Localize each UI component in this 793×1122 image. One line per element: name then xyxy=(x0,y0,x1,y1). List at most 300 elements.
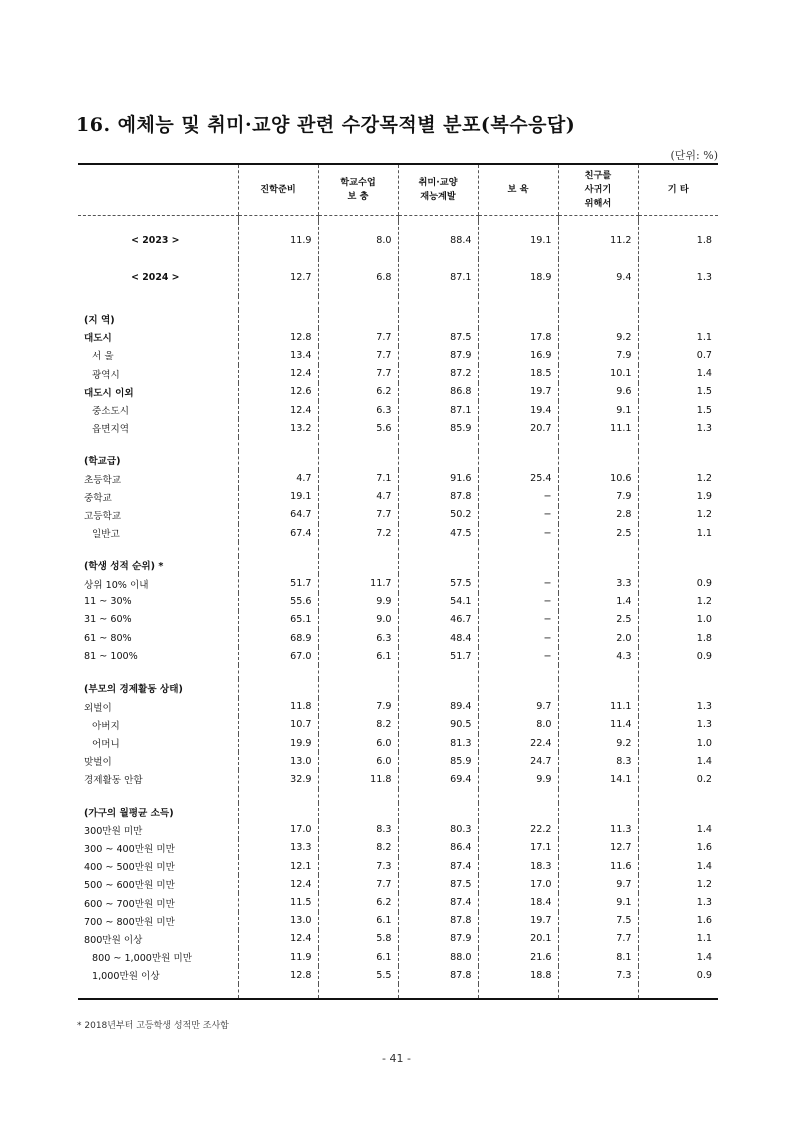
value-cell: 1.3 xyxy=(638,259,718,296)
value-cell: 7.7 xyxy=(558,930,638,948)
value-cell: 50.2 xyxy=(398,506,478,524)
value-cell: 6.3 xyxy=(318,629,398,647)
spacer-cell xyxy=(318,984,398,999)
spacer-cell xyxy=(238,296,318,310)
value-cell: 11.8 xyxy=(318,770,398,788)
value-cell xyxy=(558,679,638,697)
spacer-cell xyxy=(638,296,718,310)
value-cell: − xyxy=(478,506,558,524)
value-cell: 12.6 xyxy=(238,383,318,401)
value-cell: 8.2 xyxy=(318,716,398,734)
value-cell xyxy=(478,451,558,469)
spacer-cell xyxy=(318,789,398,803)
value-cell: 21.6 xyxy=(478,948,558,966)
value-cell xyxy=(318,451,398,469)
value-cell: 6.0 xyxy=(318,752,398,770)
value-cell: 6.1 xyxy=(318,912,398,930)
row-label: 아버지 xyxy=(92,720,120,732)
section-row xyxy=(78,451,718,469)
value-cell: 18.3 xyxy=(478,857,558,875)
column-header-line: 사귀기 xyxy=(584,184,612,195)
value-cell: 91.6 xyxy=(398,470,478,488)
value-cell: 6.0 xyxy=(318,734,398,752)
value-cell: 12.8 xyxy=(238,966,318,984)
spacer-cell xyxy=(638,437,718,451)
value-cell: 1.3 xyxy=(638,419,718,437)
value-cell: 11.4 xyxy=(558,716,638,734)
value-cell: 1.5 xyxy=(638,383,718,401)
value-cell: 22.2 xyxy=(478,821,558,839)
spacer-cell xyxy=(78,296,238,310)
row-label: 300 ~ 400만원 미만 xyxy=(84,843,175,855)
value-cell: 13.0 xyxy=(238,912,318,930)
row-label: 상위 10% 이내 xyxy=(84,579,149,591)
value-cell: 1.1 xyxy=(638,524,718,542)
value-cell: 20.7 xyxy=(478,419,558,437)
value-cell xyxy=(478,803,558,821)
value-cell: 10.1 xyxy=(558,365,638,383)
value-cell xyxy=(478,310,558,328)
value-cell: 1.4 xyxy=(638,948,718,966)
value-cell: 11.9 xyxy=(238,222,318,259)
spacer-cell xyxy=(318,296,398,310)
table-row xyxy=(78,524,718,542)
value-cell: 6.1 xyxy=(318,647,398,665)
value-cell: 1.8 xyxy=(638,629,718,647)
value-cell: 0.2 xyxy=(638,770,718,788)
table-row xyxy=(78,470,718,488)
value-cell xyxy=(318,679,398,697)
spacer-cell xyxy=(238,542,318,556)
table-row xyxy=(78,611,718,629)
table-row xyxy=(78,893,718,911)
value-cell: 7.3 xyxy=(318,857,398,875)
value-cell: − xyxy=(478,611,558,629)
spacer-cell xyxy=(318,665,398,679)
table-row xyxy=(78,948,718,966)
value-cell: 86.4 xyxy=(398,839,478,857)
value-cell: 88.4 xyxy=(398,222,478,259)
row-label: 31 ~ 60% xyxy=(84,614,132,626)
value-cell: 9.2 xyxy=(558,734,638,752)
row-label: 800 ~ 1,000만원 미만 xyxy=(92,953,193,965)
value-cell: 4.7 xyxy=(318,488,398,506)
value-cell: 12.4 xyxy=(238,365,318,383)
value-cell: 87.1 xyxy=(398,401,478,419)
value-cell: − xyxy=(478,593,558,611)
value-cell xyxy=(398,451,478,469)
value-cell: 1.2 xyxy=(638,470,718,488)
row-label: 중소도시 xyxy=(92,406,130,418)
row-label: 일반고 xyxy=(92,529,120,541)
row-label: 대도시 이외 xyxy=(84,387,134,399)
value-cell: 87.5 xyxy=(398,328,478,346)
spacer-row xyxy=(78,296,718,310)
value-cell xyxy=(478,679,558,697)
value-cell: 1.8 xyxy=(638,222,718,259)
column-header xyxy=(318,164,398,216)
row-label: 1,000만원 이상 xyxy=(92,971,160,983)
value-cell: 7.5 xyxy=(558,912,638,930)
table-row xyxy=(78,346,718,364)
value-cell: 87.5 xyxy=(398,875,478,893)
value-cell: 11.3 xyxy=(558,821,638,839)
column-header xyxy=(638,164,718,216)
value-cell: 13.3 xyxy=(238,839,318,857)
row-label: (부모의 경제활동 상태) xyxy=(84,684,183,696)
row-label: 800만원 이상 xyxy=(84,934,143,946)
table-row xyxy=(78,488,718,506)
value-cell: 18.4 xyxy=(478,893,558,911)
section-row xyxy=(78,679,718,697)
row-label: 700 ~ 800만원 미만 xyxy=(84,916,175,928)
spacer-row xyxy=(78,665,718,679)
value-cell: 12.7 xyxy=(238,259,318,296)
value-cell: 7.7 xyxy=(318,875,398,893)
value-cell: 1.4 xyxy=(638,365,718,383)
value-cell xyxy=(638,451,718,469)
value-cell: 24.7 xyxy=(478,752,558,770)
value-cell: 5.8 xyxy=(318,930,398,948)
row-label: 400 ~ 500만원 미만 xyxy=(84,862,175,874)
spacer-cell xyxy=(558,984,638,999)
spacer-cell xyxy=(478,296,558,310)
table-row xyxy=(78,419,718,437)
value-cell: 85.9 xyxy=(398,752,478,770)
value-cell: 9.0 xyxy=(318,611,398,629)
value-cell: 6.8 xyxy=(318,259,398,296)
value-cell: 1.0 xyxy=(638,734,718,752)
spacer-cell xyxy=(238,437,318,451)
value-cell: 6.2 xyxy=(318,893,398,911)
spacer-row xyxy=(78,542,718,556)
value-cell: 7.2 xyxy=(318,524,398,542)
column-header xyxy=(238,164,318,216)
value-cell: 5.6 xyxy=(318,419,398,437)
value-cell: 46.7 xyxy=(398,611,478,629)
value-cell: 8.0 xyxy=(478,716,558,734)
value-cell: 9.4 xyxy=(558,259,638,296)
value-cell: 7.7 xyxy=(318,365,398,383)
value-cell xyxy=(398,310,478,328)
column-header-line: 재능계발 xyxy=(420,191,456,202)
section-row xyxy=(78,310,718,328)
year-row xyxy=(78,259,718,296)
value-cell: 1.3 xyxy=(638,893,718,911)
table-row xyxy=(78,770,718,788)
page-title: 16. 예체능 및 취미·교양 관련 수강목적별 분포(복수응답) xyxy=(76,114,576,136)
value-cell: 11.8 xyxy=(238,698,318,716)
value-cell: 1.4 xyxy=(558,593,638,611)
column-header xyxy=(478,164,558,216)
column-header-line: 취미·교양 xyxy=(418,177,458,188)
value-cell: 1.4 xyxy=(638,857,718,875)
value-cell: 20.1 xyxy=(478,930,558,948)
row-label: (가구의 월평균 소득) xyxy=(84,807,174,819)
value-cell: 87.8 xyxy=(398,966,478,984)
value-cell: 68.9 xyxy=(238,629,318,647)
value-cell: 12.4 xyxy=(238,875,318,893)
value-cell: 65.1 xyxy=(238,611,318,629)
row-label: (지 역) xyxy=(84,315,115,327)
value-cell: 1.5 xyxy=(638,401,718,419)
spacer-cell xyxy=(318,542,398,556)
value-cell: 90.5 xyxy=(398,716,478,734)
value-cell: 1.3 xyxy=(638,716,718,734)
spacer-cell xyxy=(638,542,718,556)
value-cell: 81.3 xyxy=(398,734,478,752)
row-label: 600 ~ 700만원 미만 xyxy=(84,898,175,910)
column-header-line: 위해서 xyxy=(584,198,612,209)
spacer-cell xyxy=(638,665,718,679)
table-row xyxy=(78,401,718,419)
row-label: 대도시 xyxy=(84,333,112,345)
row-label: (학교급) xyxy=(84,456,121,468)
spacer-cell xyxy=(478,789,558,803)
value-cell: 9.1 xyxy=(558,401,638,419)
value-cell: 1.1 xyxy=(638,328,718,346)
value-cell: 1.1 xyxy=(638,930,718,948)
table-header-row xyxy=(78,164,718,216)
value-cell: 9.7 xyxy=(478,698,558,716)
value-cell: 5.5 xyxy=(318,966,398,984)
spacer-cell xyxy=(78,984,238,999)
section-row xyxy=(78,803,718,821)
value-cell: 13.0 xyxy=(238,752,318,770)
table-row xyxy=(78,930,718,948)
value-cell: 9.2 xyxy=(558,328,638,346)
spacer-cell xyxy=(78,542,238,556)
value-cell: 55.6 xyxy=(238,593,318,611)
value-cell: 0.9 xyxy=(638,647,718,665)
value-cell: 1.4 xyxy=(638,821,718,839)
value-cell: 6.1 xyxy=(318,948,398,966)
value-cell xyxy=(318,556,398,574)
value-cell xyxy=(558,803,638,821)
value-cell: 11.7 xyxy=(318,574,398,592)
value-cell xyxy=(558,451,638,469)
table-row xyxy=(78,647,718,665)
spacer-row xyxy=(78,789,718,803)
value-cell: 87.2 xyxy=(398,365,478,383)
value-cell: 87.1 xyxy=(398,259,478,296)
value-cell: 8.3 xyxy=(318,821,398,839)
value-cell: 9.9 xyxy=(478,770,558,788)
row-label: 고등학교 xyxy=(84,510,122,522)
table-row xyxy=(78,506,718,524)
value-cell: 7.1 xyxy=(318,470,398,488)
spacer-cell xyxy=(398,437,478,451)
row-label: 81 ~ 100% xyxy=(84,650,138,662)
header-blank xyxy=(78,164,238,216)
value-cell xyxy=(238,556,318,574)
table-row xyxy=(78,839,718,857)
value-cell: 0.9 xyxy=(638,966,718,984)
value-cell: 12.1 xyxy=(238,857,318,875)
value-cell: 12.4 xyxy=(238,930,318,948)
value-cell: 86.8 xyxy=(398,383,478,401)
value-cell: 0.7 xyxy=(638,346,718,364)
value-cell: 7.3 xyxy=(558,966,638,984)
value-cell: 12.7 xyxy=(558,839,638,857)
value-cell: 87.9 xyxy=(398,346,478,364)
year-row xyxy=(78,222,718,259)
value-cell xyxy=(478,556,558,574)
page-number: - 41 - xyxy=(382,1052,411,1065)
value-cell: 2.5 xyxy=(558,611,638,629)
value-cell: 7.7 xyxy=(318,506,398,524)
value-cell: 7.9 xyxy=(558,346,638,364)
table-row xyxy=(78,716,718,734)
value-cell xyxy=(398,803,478,821)
value-cell: 54.1 xyxy=(398,593,478,611)
section-row xyxy=(78,328,718,346)
value-cell: 1.9 xyxy=(638,488,718,506)
row-label: 300만원 미만 xyxy=(84,825,143,837)
value-cell: 19.4 xyxy=(478,401,558,419)
table-row xyxy=(78,857,718,875)
value-cell: 19.1 xyxy=(238,488,318,506)
row-label: 중학교 xyxy=(84,492,112,504)
value-cell: 69.4 xyxy=(398,770,478,788)
value-cell: 67.4 xyxy=(238,524,318,542)
value-cell: 1.2 xyxy=(638,506,718,524)
spacer-cell xyxy=(238,789,318,803)
value-cell: 7.7 xyxy=(318,328,398,346)
value-cell: 1.4 xyxy=(638,752,718,770)
value-cell: 22.4 xyxy=(478,734,558,752)
row-label: 외벌이 xyxy=(84,702,112,714)
row-label: < 2023 > xyxy=(131,235,180,246)
distribution-table xyxy=(78,163,718,1000)
value-cell: 87.4 xyxy=(398,857,478,875)
value-cell: 8.1 xyxy=(558,948,638,966)
value-cell: 11.9 xyxy=(238,948,318,966)
value-cell: 14.1 xyxy=(558,770,638,788)
table-row xyxy=(78,875,718,893)
section-row xyxy=(78,383,718,401)
value-cell: 7.9 xyxy=(558,488,638,506)
row-label: 초등학교 xyxy=(84,474,122,486)
value-cell: 8.0 xyxy=(318,222,398,259)
footnote: * 2018년부터 고등학생 성적만 조사함 xyxy=(77,1021,229,1031)
spacer-cell xyxy=(478,665,558,679)
spacer-cell xyxy=(78,789,238,803)
row-label: 서 울 xyxy=(92,351,114,363)
value-cell xyxy=(318,803,398,821)
value-cell: 11.2 xyxy=(558,222,638,259)
spacer-cell xyxy=(478,984,558,999)
row-label: 500 ~ 600만원 미만 xyxy=(84,880,175,892)
table-row xyxy=(78,752,718,770)
spacer-cell xyxy=(638,984,718,999)
value-cell xyxy=(638,310,718,328)
value-cell: 1.0 xyxy=(638,611,718,629)
value-cell: 11.5 xyxy=(238,893,318,911)
value-cell: 48.4 xyxy=(398,629,478,647)
value-cell: 2.5 xyxy=(558,524,638,542)
value-cell: 80.3 xyxy=(398,821,478,839)
value-cell xyxy=(318,310,398,328)
row-label: 맞벌이 xyxy=(84,757,112,769)
value-cell: − xyxy=(478,524,558,542)
spacer-cell xyxy=(558,789,638,803)
value-cell: 89.4 xyxy=(398,698,478,716)
table-row xyxy=(78,365,718,383)
spacer-cell xyxy=(318,437,398,451)
column-header-line: 보 충 xyxy=(347,191,369,202)
value-cell: 11.1 xyxy=(558,698,638,716)
spacer-cell xyxy=(478,542,558,556)
row-label: 경제활동 안함 xyxy=(84,775,143,787)
spacer-cell xyxy=(398,984,478,999)
value-cell xyxy=(238,679,318,697)
column-header-line: 보 육 xyxy=(507,184,529,195)
spacer-cell xyxy=(558,437,638,451)
value-cell: 32.9 xyxy=(238,770,318,788)
row-label: 광역시 xyxy=(92,369,120,381)
value-cell xyxy=(238,451,318,469)
value-cell: 7.7 xyxy=(318,346,398,364)
value-cell: 88.0 xyxy=(398,948,478,966)
spacer-cell xyxy=(398,789,478,803)
value-cell: 8.3 xyxy=(558,752,638,770)
value-cell: 9.6 xyxy=(558,383,638,401)
value-cell: 51.7 xyxy=(238,574,318,592)
column-header xyxy=(398,164,478,216)
spacer-cell xyxy=(558,665,638,679)
column-header-line: 진학준비 xyxy=(260,184,296,195)
value-cell: 17.1 xyxy=(478,839,558,857)
value-cell: 1.6 xyxy=(638,839,718,857)
row-label: < 2024 > xyxy=(131,272,180,283)
value-cell: 18.5 xyxy=(478,365,558,383)
value-cell: 8.2 xyxy=(318,839,398,857)
value-cell: 51.7 xyxy=(398,647,478,665)
spacer-cell xyxy=(558,542,638,556)
spacer-cell xyxy=(398,542,478,556)
value-cell: 9.9 xyxy=(318,593,398,611)
section-row xyxy=(78,556,718,574)
row-label: 어머니 xyxy=(92,739,120,751)
value-cell: 17.0 xyxy=(238,821,318,839)
value-cell: 9.1 xyxy=(558,893,638,911)
value-cell: 7.9 xyxy=(318,698,398,716)
value-cell xyxy=(638,679,718,697)
row-label: 11 ~ 30% xyxy=(84,596,132,608)
value-cell: 18.9 xyxy=(478,259,558,296)
value-cell: − xyxy=(478,488,558,506)
value-cell: 6.3 xyxy=(318,401,398,419)
table-row xyxy=(78,698,718,716)
value-cell xyxy=(398,679,478,697)
table-row xyxy=(78,629,718,647)
value-cell xyxy=(638,556,718,574)
table-row xyxy=(78,821,718,839)
unit-label: (단위: %) xyxy=(670,149,718,162)
value-cell: 16.9 xyxy=(478,346,558,364)
table-row xyxy=(78,734,718,752)
row-label: 읍면지역 xyxy=(92,424,130,436)
spacer-cell xyxy=(558,296,638,310)
value-cell: 1.2 xyxy=(638,593,718,611)
value-cell: 2.0 xyxy=(558,629,638,647)
value-cell: 6.2 xyxy=(318,383,398,401)
value-cell: 19.7 xyxy=(478,912,558,930)
value-cell: 1.6 xyxy=(638,912,718,930)
column-header-line: 기 타 xyxy=(667,184,689,195)
column-header-line: 친구를 xyxy=(584,170,612,181)
